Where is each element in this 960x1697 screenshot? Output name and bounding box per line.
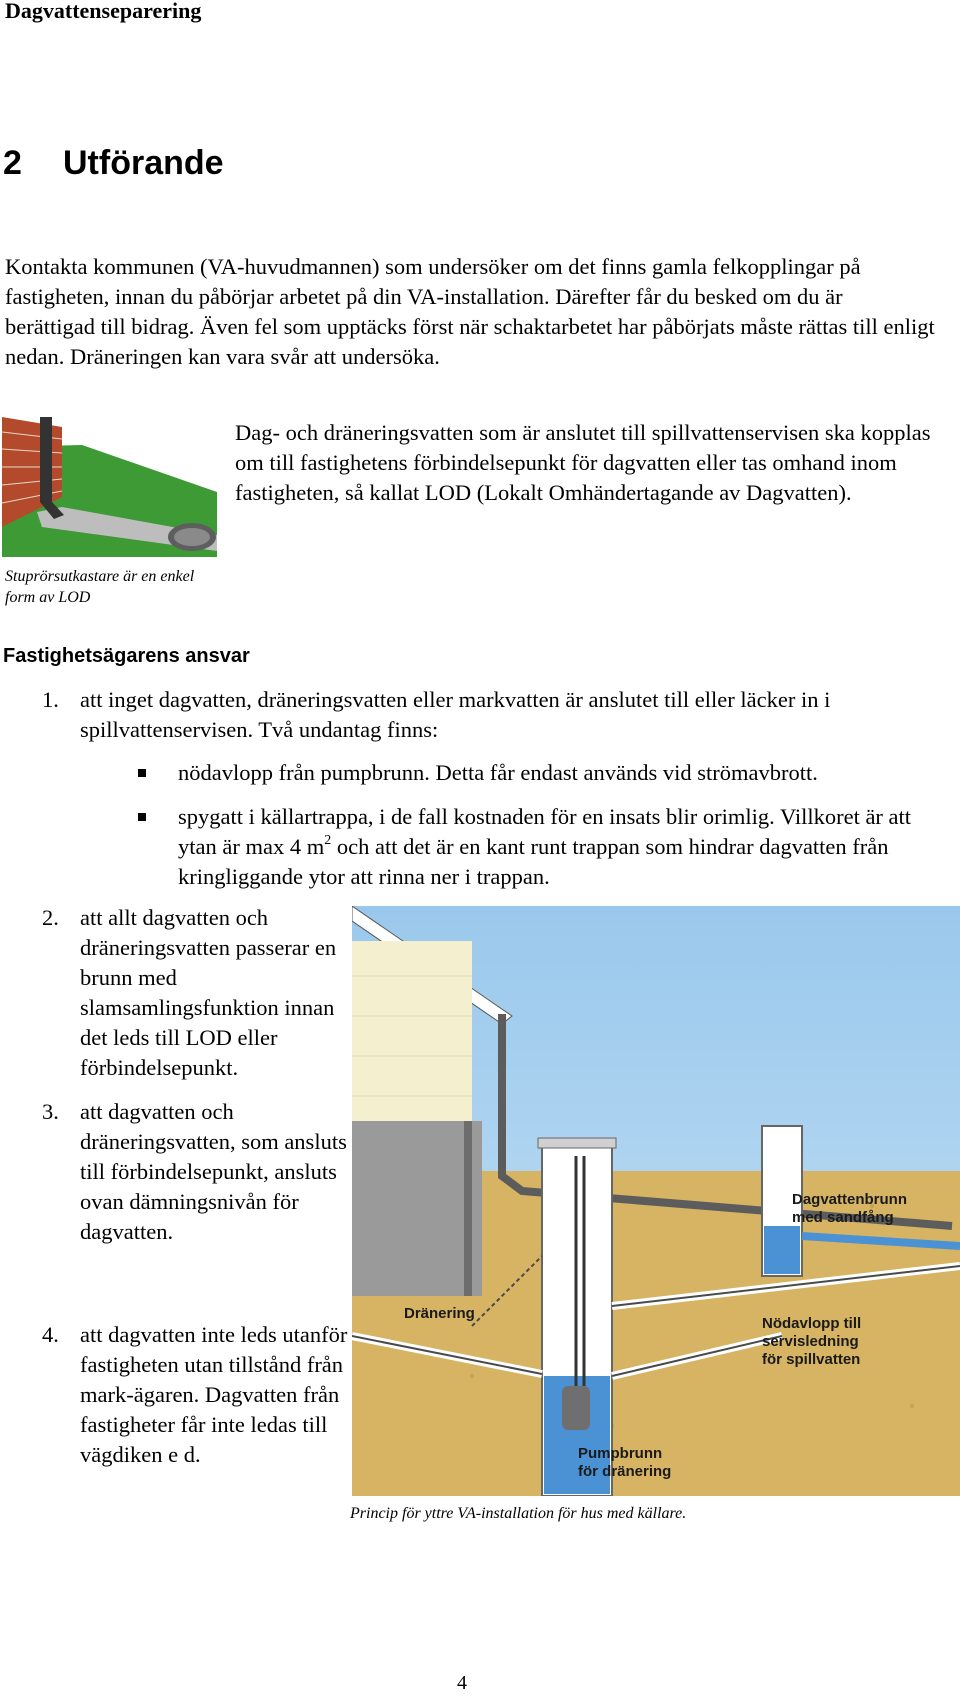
label-well-1: Dagvattenbrunn — [792, 1191, 908, 1208]
exception-text-part: spygatt i källartrappa, i de fall kostnaden för en insats blir orimlig. Villkoret är att ytan är max 4 m — [178, 804, 912, 859]
bullet-square-icon — [138, 813, 146, 821]
label-well-2: med sandfång — [792, 1209, 894, 1226]
list-item-number: 4. — [42, 1322, 59, 1347]
label-emergency-3: för spillvatten — [762, 1351, 861, 1368]
bullet-square-icon — [138, 769, 146, 777]
va-installation-figure — [352, 906, 960, 1496]
list-item-text: att dagvatten och dräneringsvatten, som ansluts till förbindelsepunkt, ansluts ovan dämningsnivån för dagvatten. — [80, 1099, 347, 1244]
list-item-number: 2. — [42, 905, 59, 930]
exception-text-part: och att det är en kant runt trappan som hindrar dagvatten från kringliggande ytor att rinna ner i trappan. — [178, 834, 889, 889]
section-title: Utförande — [63, 144, 224, 182]
list-item-text: att dagvatten inte leds utanför fastigheten utan tillstånd från mark-ägaren. Dagvatten från fastigheter får inte ledas till vägdiken e d. — [80, 1322, 348, 1467]
responsibility-heading: Fastighetsägarens ansvar — [3, 645, 250, 667]
superscript: 2 — [324, 832, 332, 848]
section-heading — [3, 144, 224, 183]
foundation — [352, 1121, 482, 1296]
list-item-number: 1. — [42, 687, 59, 712]
downpipe-illustration — [2, 417, 217, 557]
label-emergency-1: Nödavlopp till — [762, 1315, 862, 1332]
section-number: 2 — [3, 144, 22, 182]
list-item-text: att inget dagvatten, dräneringsvatten eller markvatten är anslutet till eller läcker in i spillvattenservisen. Två undantag finns: — [80, 687, 831, 742]
exception-text — [178, 802, 938, 892]
lod-caption: Stuprörsutkastare är en enkel form av LOD — [5, 568, 195, 606]
lod-paragraph: Dag- och dräneringsvatten som är anslutet till spillvattenservisen ska kopplas om till fastighetens förbindelsepunkt för dagvatten eller tas omhand inom fastigheten, så kallat LOD (Lokalt Omhändertagande av Dagvatten). — [235, 420, 931, 505]
intro-paragraph: Kontakta kommunen (VA-huvudmannen) som undersöker om det finns gamla felkopplingar på fastigheten, innan du påbörjar arbetet på din VA-installation. Därefter får du besked om du är berättigad till bidrag. Även fel som upptäcks först när schaktarbetet har påbörjats måste rättas till enligt nedan. Dräneringen kan vara svår att undersöka. — [5, 254, 935, 369]
label-pump-2: för dränering — [578, 1463, 672, 1480]
label-pump-1: Pumpbrunn — [578, 1445, 663, 1462]
label-emergency-2: servisledning — [762, 1333, 859, 1350]
list-item-text: att allt dagvatten och dräneringsvatten passerar en brunn med slamsamlingsfunktion innan det leds till LOD eller förbindelsepunkt. — [80, 905, 337, 1080]
exception-text: nödavlopp från pumpbrunn. Detta får endast används vid strömavbrott. — [178, 760, 818, 785]
page-number: 4 — [457, 1672, 467, 1694]
label-drain: Dränering — [404, 1305, 475, 1322]
running-header: Dagvattenseparering — [5, 0, 202, 23]
list-item-number: 3. — [42, 1099, 59, 1124]
pump — [562, 1386, 590, 1430]
figure-caption: Princip för yttre VA-installation för hus med källare. — [350, 1505, 687, 1522]
